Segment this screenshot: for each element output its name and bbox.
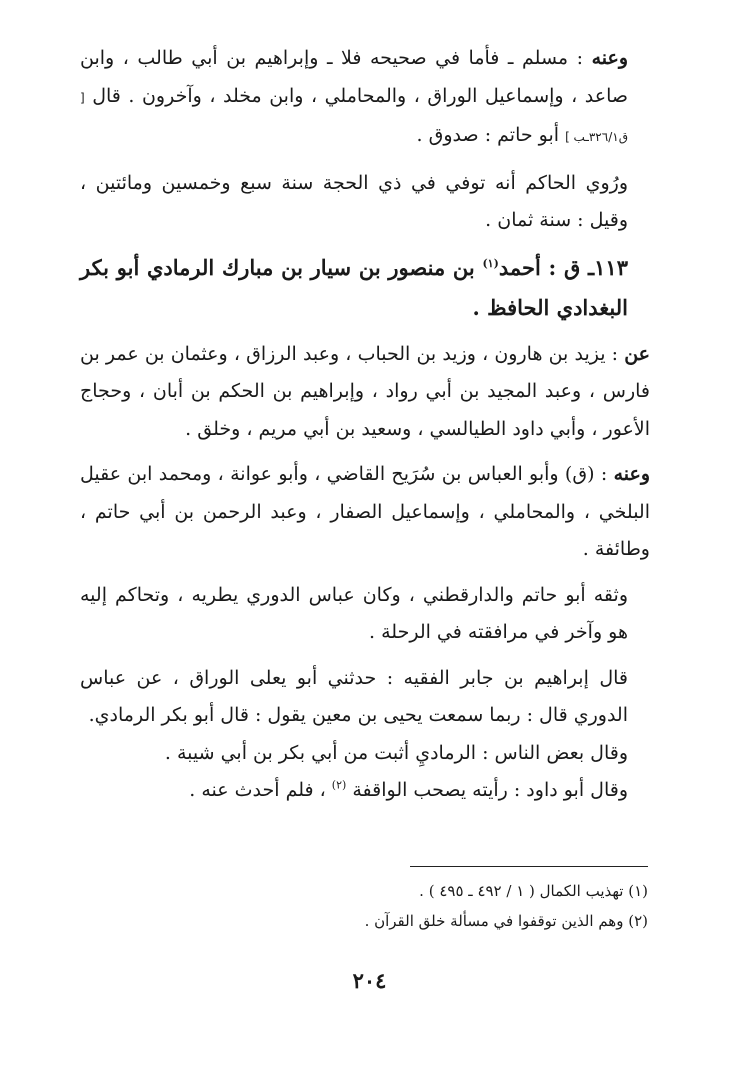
paragraph-authentication [80, 577, 650, 652]
paragraph-abu-dawud [80, 772, 650, 810]
paragraph-teachers [80, 336, 650, 449]
paragraph-text: وقال بعض الناس : الرماديِ أثبت من أبي بكر بن أبي شيبة . [164, 741, 628, 764]
entry-heading [80, 248, 650, 328]
paragraph-text-end: أبو حاتم : صدوق . [416, 124, 566, 146]
label-anhu: وعنه [613, 463, 650, 485]
page-number: ٢٠٤ [352, 968, 387, 993]
paragraph-text: : يزيد بن هارون ، وزيد بن الحباب ، وعبد الرزاق ، وعثمان بن عمر بن فارس ، وعبد المجيد بن أبي رواد ، وإبراهيم بن الحكم بن أبان ، وحجاج الأعور ، وأبي داود الطيالسي ، وسعيد بن أبي مريم ، وخلق . [80, 342, 650, 440]
paragraph-text: : مسلم ـ فأما في صحيحه فلا ـ وإبراهيم بن أبي طالب ، وابن صاعد ، وإسماعيل الوراق ، والمحاملي ، وابن مخلد ، وآخرون . قال [80, 47, 628, 107]
footnote-marker-1: (١) [482, 256, 499, 270]
paragraph-text: وثقه أبو حاتم والدارقطني ، وكان عباس الدوري يطريه ، وتحاكم إليه هو وآخر في مرافقته في الرحلة . [80, 583, 628, 643]
paragraph-ibrahim-quote [80, 660, 650, 735]
footnote-2: (٢) وهم الذين توقفوا في مسألة خلق القرآن . [364, 912, 648, 930]
paragraph-death-date [80, 165, 650, 240]
paragraph-narrators [80, 456, 650, 569]
footnote-1: (١) تهذيب الكمال ( ١ / ٤٩٢ ـ ٤٩٥ ) . [419, 882, 648, 900]
footnote-marker-2: (٢) [331, 778, 347, 792]
entry-heading-rest: بن منصور بن سيار بن مبارك الرمادي أبو بكر البغدادي الحافظ . [80, 254, 628, 320]
label-anhu: وعنه [591, 47, 628, 69]
paragraph-text: : (ق) وأبو العباس بن سُرَيح القاضي ، وأبو عوانة ، ومحمد ابن عقيل البلخي ، والمحاملي ، وإسماعيل الصفار ، وعبد الرحمن بن أبي حاتم ، وطائفة . [80, 463, 650, 560]
entry-number-name: ١١٣ـ ق : أحمد [498, 254, 628, 280]
book-page-body [80, 40, 650, 810]
label-an: عن [624, 342, 650, 365]
manuscript-folio-ref: [ ق٣٢٦/١ـب ] [80, 90, 628, 144]
footnotes [80, 876, 648, 936]
paragraph-text: قال إبراهيم بن جابر الفقيه : حدثني أبو يعلى الوراق ، عن عباس الدوري قال : ربما سمعت يحيى بن معين يقول : قال أبو بكر الرمادي. [80, 666, 628, 726]
paragraph-students [80, 40, 650, 157]
paragraph-text: وقال أبو داود : رأيته يصحب الواقفة [346, 779, 628, 801]
paragraph-text: ورُوي الحاكم أنه توفي في ذي الحجة سنة سبع وخمسين ومائتين ، وقيل : سنة ثمان . [80, 171, 628, 231]
paragraph-text-end: ، فلم أحدث عنه . [189, 779, 332, 801]
footnote-separator [410, 866, 648, 867]
paragraph-some-people [80, 735, 650, 773]
